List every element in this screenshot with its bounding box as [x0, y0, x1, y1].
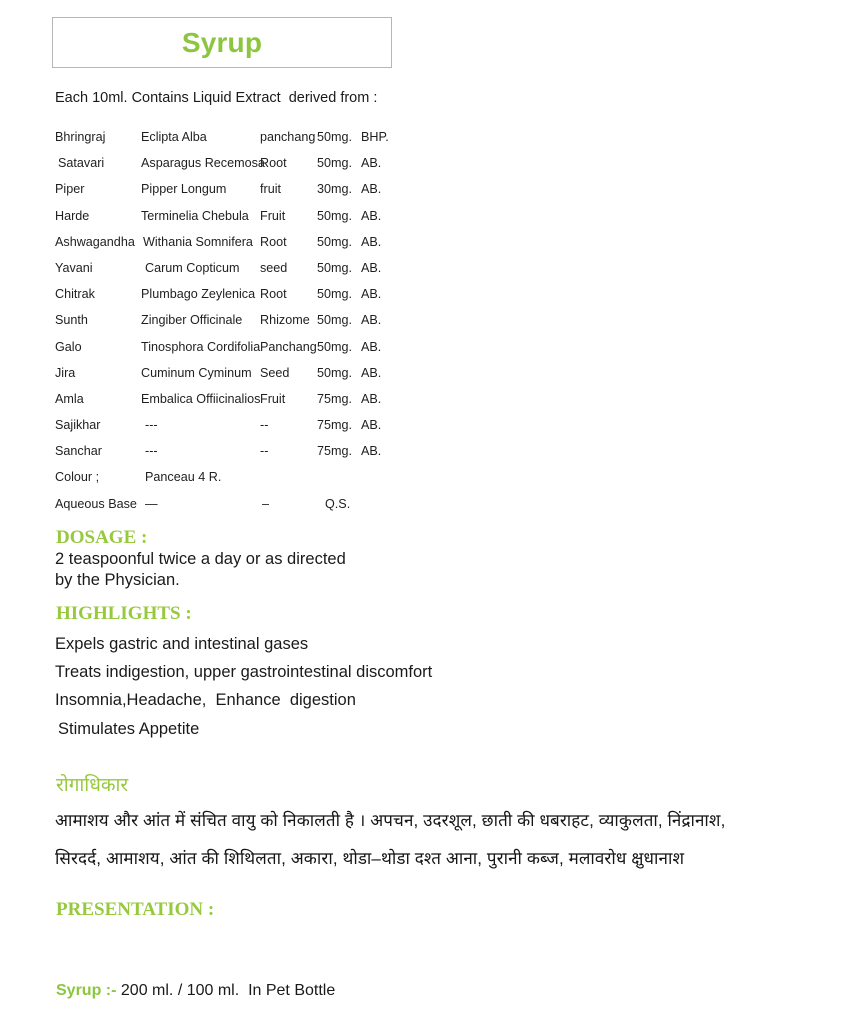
highlights-heading: HIGHLIGHTS :	[56, 603, 192, 624]
indications-line-1: आमाशय और आंत में संचित वायु को निकालती है । अपचन, उदरशूल, छाती की धबराहट, व्याकुलता, निंद्रानाश,	[55, 811, 726, 830]
ingredient-reference: AB.	[361, 313, 382, 328]
ingredient-botanical: Pipper Longum	[141, 182, 227, 197]
ingredient-name: Yavani	[55, 260, 93, 275]
ingredient-reference: AB.	[361, 234, 382, 249]
presentation-value: 200 ml. / 100 ml. In Pet Bottle	[116, 982, 336, 999]
ingredient-name: Harde	[55, 208, 90, 223]
ingredient-quantity: 50mg.	[317, 313, 353, 328]
ingredient-reference: AB.	[361, 391, 382, 406]
ingredient-name: Sunth	[55, 313, 88, 328]
ingredient-name: Sajikhar	[55, 418, 101, 433]
ingredient-reference: AB.	[361, 365, 382, 380]
dosage-heading: DOSAGE :	[56, 527, 148, 548]
ingredient-name: Colour ;	[55, 470, 100, 485]
ingredient-name: Satavari	[58, 156, 105, 171]
ingredient-quantity: Q.S.	[325, 496, 351, 511]
table-row	[55, 390, 425, 416]
ingredient-botanical: Cuminum Cyminum	[141, 365, 252, 380]
indications-line-2: सिरदर्द, आमाशय, आंत की शिथिलता, अकारा, थोडा–थोडा दश्त आना, पुरानी कब्ज, मलावरोध क्षुधानाश	[55, 849, 685, 868]
ingredient-part: Fruit	[260, 208, 286, 223]
ingredient-botanical: Embalica Offiicinalios	[141, 391, 261, 406]
ingredient-name: Galo	[55, 339, 82, 354]
ingredient-botanical: Carum Copticum	[145, 260, 240, 275]
ingredient-botanical: Withania Somnifera	[143, 234, 253, 249]
table-row	[55, 207, 425, 233]
ingredient-part: panchang	[260, 130, 316, 144]
highlight-item: Stimulates Appetite	[58, 720, 200, 738]
ingredient-reference: AB.	[361, 208, 382, 223]
ingredient-name: Bhringraj	[55, 130, 106, 144]
dosage-line-2: by the Physician.	[55, 571, 180, 589]
table-row	[55, 311, 425, 337]
ingredient-quantity: 75mg.	[317, 418, 353, 433]
table-row	[55, 180, 425, 206]
ingredient-part: --	[260, 444, 269, 459]
indications-heading: रोगाधिकार	[56, 775, 129, 796]
ingredient-part: Rhizome	[260, 313, 310, 328]
presentation-detail	[56, 982, 335, 1000]
ingredient-part: Fruit	[260, 391, 286, 406]
ingredient-part: Root	[260, 234, 287, 249]
ingredient-quantity: 75mg.	[317, 444, 353, 459]
ingredient-reference: AB.	[361, 339, 382, 354]
ingredient-botanical: Tinosphora Cordifolia	[141, 339, 261, 354]
ingredient-quantity: 50mg.	[317, 130, 353, 144]
ingredient-botanical: Terminelia Chebula	[141, 208, 249, 223]
ingredient-part: --	[260, 418, 269, 433]
ingredient-quantity: 50mg.	[317, 339, 353, 354]
ingredients-table	[55, 128, 425, 521]
ingredient-quantity: 50mg.	[317, 234, 353, 249]
ingredient-botanical: —	[145, 496, 158, 511]
ingredient-name: Chitrak	[55, 287, 95, 302]
highlight-item: Insomnia,Headache, Enhance digestion	[55, 691, 356, 709]
ingredient-quantity: 30mg.	[317, 182, 353, 197]
ingredient-part: seed	[260, 260, 288, 275]
ingredient-name: Sanchar	[55, 444, 102, 459]
ingredient-name: Amla	[55, 391, 84, 406]
ingredient-reference: AB.	[361, 444, 382, 459]
ingredient-quantity: 50mg.	[317, 260, 353, 275]
table-row	[55, 233, 425, 259]
ingredient-botanical: Panceau 4 R.	[145, 470, 222, 485]
ingredient-name: Piper	[55, 182, 85, 197]
presentation-heading: PRESENTATION :	[56, 899, 215, 920]
highlight-item: Expels gastric and intestinal gases	[55, 635, 309, 653]
ingredient-botanical: ---	[145, 418, 158, 433]
table-row	[55, 259, 425, 285]
ingredient-reference: BHP.	[361, 130, 389, 144]
ingredient-quantity: 50mg.	[317, 365, 353, 380]
ingredient-part: Panchang	[260, 339, 317, 354]
ingredient-reference: AB.	[361, 260, 382, 275]
ingredient-reference: AB.	[361, 287, 382, 302]
ingredient-reference: AB.	[361, 156, 382, 171]
table-row	[55, 285, 425, 311]
ingredient-name: Ashwagandha	[55, 234, 135, 249]
ingredient-quantity: 50mg.	[317, 208, 353, 223]
ingredient-botanical: Zingiber Officinale	[141, 313, 243, 328]
table-row	[55, 416, 425, 442]
table-row-colour	[55, 468, 425, 494]
ingredient-part: –	[262, 496, 270, 511]
highlight-item: Treats indigestion, upper gastrointestinal discomfort	[55, 663, 433, 681]
presentation-label: Syrup :-	[56, 982, 117, 999]
dosage-line-1: 2 teaspoonful twice a day or as directed	[55, 550, 346, 568]
ingredient-quantity: 50mg.	[317, 156, 353, 171]
ingredient-botanical: Eclipta Alba	[141, 130, 207, 144]
ingredient-botanical: ---	[145, 444, 158, 459]
ingredient-part: Root	[260, 287, 287, 302]
table-row	[55, 128, 425, 154]
product-title-box	[52, 17, 392, 68]
ingredient-reference: AB.	[361, 182, 382, 197]
page-title: Syrup	[181, 26, 263, 58]
ingredient-quantity: 75mg.	[317, 391, 353, 406]
ingredient-quantity: 50mg.	[317, 287, 353, 302]
ingredient-name: Jira	[55, 365, 76, 380]
ingredient-part: fruit	[260, 182, 281, 197]
table-row-aqueous-base	[55, 495, 425, 521]
ingredient-botanical: Plumbago Zeylenica	[141, 287, 256, 302]
ingredient-part: Seed	[260, 365, 290, 380]
ingredient-botanical: Asparagus Recemosa	[141, 156, 265, 171]
table-row	[55, 338, 425, 364]
ingredient-reference: AB.	[361, 418, 382, 433]
composition-intro-text: Each 10ml. Contains Liquid Extract derived from :	[55, 90, 378, 106]
ingredient-name: Aqueous Base	[55, 496, 137, 511]
ingredient-part: Root	[260, 156, 287, 171]
table-row	[55, 442, 425, 468]
table-row	[55, 154, 425, 180]
table-row	[55, 364, 425, 390]
